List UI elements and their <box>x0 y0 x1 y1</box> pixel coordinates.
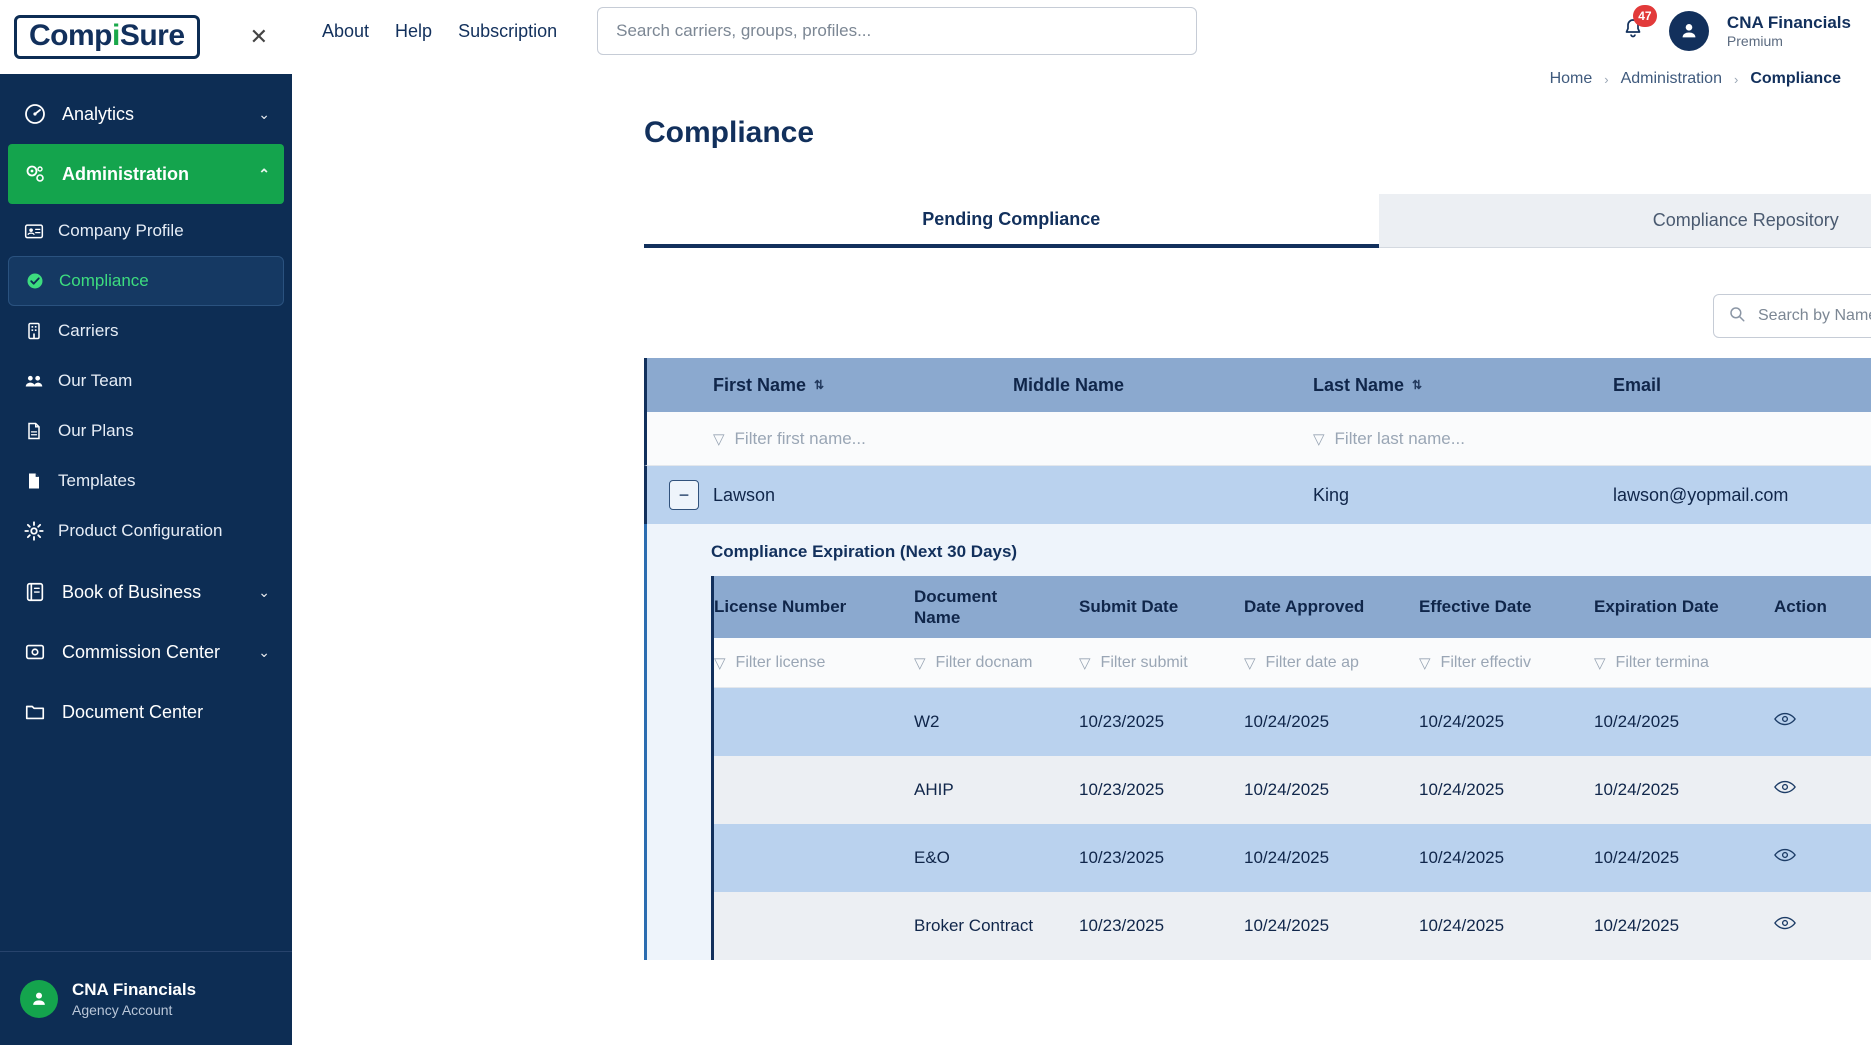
cell-date-approved: 10/24/2025 <box>1244 712 1330 731</box>
filter-placeholder: Filter submit <box>1100 653 1188 671</box>
sidebar-item-label: Administration <box>62 163 190 184</box>
chevron-up-icon: ⌃ <box>258 165 270 182</box>
table-search-row <box>644 294 1871 338</box>
table-filter-row <box>644 412 1871 466</box>
funnel-icon: ▽ <box>713 430 725 448</box>
nested-header-document-name: Document Name <box>914 586 998 627</box>
sidebar-item-label: Document Center <box>62 701 204 722</box>
pending-compliance-table <box>644 358 1871 960</box>
nested-table-row[interactable] <box>714 756 1871 824</box>
funnel-icon: ▽ <box>1079 654 1091 672</box>
search-input[interactable] <box>1756 306 1871 326</box>
filter-placeholder: Filter date ap <box>1265 653 1359 671</box>
cell-document-name: AHIP <box>914 780 954 799</box>
chevron-down-icon: ⌄ <box>258 583 270 600</box>
sidebar-subitem-label: Templates <box>58 471 136 490</box>
header-label: Middle Name <box>1013 374 1125 395</box>
search-icon <box>1728 305 1746 328</box>
sidebar-item-analytics[interactable] <box>0 84 292 144</box>
nested-filter-license-number[interactable] <box>714 654 914 672</box>
logo-text-comp: Comp <box>29 19 112 52</box>
chevron-down-icon: ⌄ <box>258 643 270 660</box>
cell-email: lawson@yopmail.com <box>1613 484 1789 505</box>
sidebar-item-label: Commission Center <box>62 641 221 662</box>
topnav-subscription[interactable]: Subscription <box>458 20 558 41</box>
sidebar-item-our-team[interactable] <box>8 356 284 406</box>
topnav-help[interactable]: Help <box>395 20 433 41</box>
carriers-icon <box>22 321 46 341</box>
sort-icon[interactable]: ⇅ <box>1412 378 1423 392</box>
cell-effective-date: 10/24/2025 <box>1419 712 1505 731</box>
funnel-icon: ▽ <box>1594 654 1606 672</box>
funnel-icon: ▽ <box>1313 430 1325 448</box>
cell-submit-date: 10/23/2025 <box>1079 916 1165 935</box>
cell-document-name: W2 <box>914 712 940 731</box>
cell-effective-date: 10/24/2025 <box>1419 780 1505 799</box>
sidebar-nav <box>0 74 292 951</box>
cell-expiration-date: 10/24/2025 <box>1594 916 1680 935</box>
compliance-expiration-table <box>711 576 1871 960</box>
cell-action <box>1774 711 1871 733</box>
view-eye-icon[interactable] <box>1774 711 1796 732</box>
avatar <box>20 980 58 1018</box>
nested-table-row[interactable] <box>714 892 1871 960</box>
nested-header-action: Action <box>1774 597 1827 616</box>
sidebar-item-book-of-business[interactable] <box>0 562 292 622</box>
sidebar-item-compliance[interactable] <box>8 256 284 306</box>
sidebar-item-carriers[interactable] <box>8 306 284 356</box>
header-label: Last Name <box>1313 374 1405 395</box>
sidebar-subitem-label: Compliance <box>59 271 149 290</box>
team-icon <box>22 370 46 392</box>
sidebar-subitem-label: Carriers <box>58 321 119 340</box>
filter-placeholder: Filter docnam <box>935 653 1033 671</box>
sidebar-subitem-label: Company Profile <box>58 221 184 240</box>
filter-first-name[interactable] <box>713 429 1013 449</box>
filter-last-name[interactable] <box>1313 429 1613 449</box>
view-eye-icon[interactable] <box>1774 915 1796 936</box>
funnel-icon: ▽ <box>914 654 926 672</box>
nested-filter-submit-date[interactable] <box>1079 654 1244 672</box>
sidebar <box>0 0 292 1045</box>
view-eye-icon[interactable] <box>1774 779 1796 800</box>
sidebar-item-templates[interactable] <box>8 456 284 506</box>
nested-panel-title: Compliance Expiration (Next 30 Days) <box>711 542 1018 561</box>
global-search[interactable] <box>597 7 1197 55</box>
nested-filter-row <box>714 638 1871 688</box>
cell-date-approved: 10/24/2025 <box>1244 848 1330 867</box>
notifications-button[interactable] <box>1615 8 1652 50</box>
cell-document-name: Broker Contract <box>914 916 1034 935</box>
funnel-icon: ▽ <box>714 654 726 672</box>
table-header-row <box>644 358 1871 412</box>
cell-submit-date: 10/23/2025 <box>1079 780 1165 799</box>
close-icon[interactable]: ✕ <box>249 24 268 49</box>
cell-first-name: Lawson <box>713 484 776 505</box>
nested-header-expiration-date: Expiration Date <box>1594 597 1719 616</box>
tab-pending-compliance[interactable]: Pending Compliance <box>644 194 1379 248</box>
funnel-icon: ▽ <box>1244 654 1256 672</box>
tab-compliance-repository[interactable]: Compliance Repository <box>1379 194 1871 248</box>
nested-header-license-number: License Number <box>714 597 847 616</box>
sidebar-subitem-label: Our Plans <box>58 421 134 440</box>
filter-placeholder: Filter first name... <box>734 428 866 448</box>
sort-icon[interactable]: ⇅ <box>814 378 825 392</box>
user-info[interactable] <box>1727 13 1851 49</box>
sidebar-item-company-profile[interactable] <box>8 206 284 256</box>
header-email <box>1613 375 1871 396</box>
commission-icon <box>22 639 48 665</box>
header-last-name[interactable] <box>1313 375 1613 396</box>
filter-placeholder: Filter license <box>735 653 826 671</box>
filter-placeholder: Filter effectiv <box>1440 653 1531 671</box>
table-row[interactable] <box>644 466 1871 524</box>
account-name: CNA Financials <box>72 979 197 999</box>
book-icon <box>22 579 48 605</box>
compliance-tabs <box>644 194 1871 248</box>
cell-action <box>1774 847 1871 869</box>
sidebar-subitem-label: Our Team <box>58 371 133 390</box>
breadcrumb-separator: › <box>1733 71 1739 87</box>
nested-filter-document-name[interactable] <box>914 654 1079 672</box>
cell-expiration-date: 10/24/2025 <box>1594 712 1680 731</box>
header-label: Email <box>1613 374 1662 395</box>
sidebar-account[interactable] <box>0 951 292 1045</box>
nested-filter-effective-date[interactable] <box>1419 654 1594 672</box>
app-logo[interactable] <box>14 15 200 59</box>
administration-subnav <box>0 204 292 562</box>
cell-last-name: King <box>1313 484 1350 505</box>
search-input[interactable] <box>614 20 1180 42</box>
cell-expiration-date: 10/24/2025 <box>1594 848 1680 867</box>
analytics-icon <box>22 101 48 127</box>
nested-compliance-panel <box>644 524 1871 960</box>
row-expand-toggle[interactable]: − <box>669 480 699 510</box>
main-area <box>292 0 1871 1045</box>
breadcrumb <box>292 62 1871 88</box>
funnel-icon: ▽ <box>1419 654 1431 672</box>
nested-table-row[interactable] <box>714 824 1871 892</box>
name-email-search[interactable] <box>1713 294 1871 338</box>
filter-placeholder: Filter last name... <box>1334 428 1465 448</box>
compliance-check-icon <box>23 271 47 291</box>
sidebar-item-document-center[interactable] <box>0 682 292 742</box>
nested-header-row <box>714 576 1871 638</box>
templates-icon <box>22 471 46 491</box>
user-avatar[interactable] <box>1669 11 1709 51</box>
cell-date-approved: 10/24/2025 <box>1244 916 1330 935</box>
row-expander-cell <box>647 480 713 510</box>
plans-icon <box>22 421 46 441</box>
header-label: First Name <box>713 374 807 395</box>
cell-document-name: E&O <box>914 848 950 867</box>
cell-action <box>1774 779 1871 801</box>
page-content <box>292 88 1871 960</box>
cell-effective-date: 10/24/2025 <box>1419 848 1505 867</box>
cell-date-approved: 10/24/2025 <box>1244 780 1330 799</box>
filter-placeholder: Filter termina <box>1615 653 1709 671</box>
nested-table-row[interactable] <box>714 688 1871 756</box>
sidebar-item-label: Analytics <box>62 103 135 124</box>
breadcrumb-home[interactable]: Home <box>1549 70 1593 87</box>
page-title: Compliance <box>644 116 815 149</box>
chevron-down-icon: ⌄ <box>258 105 270 122</box>
nested-filter-expiration-date[interactable] <box>1594 654 1774 672</box>
nested-filter-date-approved[interactable] <box>1244 654 1419 672</box>
nested-header-submit-date: Submit Date <box>1079 597 1179 616</box>
breadcrumb-current: Compliance <box>1750 70 1841 87</box>
notification-count-badge: 47 <box>1633 5 1657 27</box>
product-config-icon <box>22 520 46 542</box>
account-subtitle: Agency Account <box>72 1001 173 1018</box>
logo-bar <box>0 0 292 74</box>
breadcrumb-separator: › <box>1604 71 1609 87</box>
sidebar-item-product-configuration[interactable] <box>8 506 284 556</box>
view-eye-icon[interactable] <box>1774 847 1796 868</box>
nested-header-effective-date: Effective Date <box>1419 597 1532 616</box>
sidebar-item-our-plans[interactable] <box>8 406 284 456</box>
company-profile-icon <box>22 221 46 241</box>
nested-header-date-approved: Date Approved <box>1244 597 1365 616</box>
topbar <box>292 0 1871 62</box>
cell-submit-date: 10/23/2025 <box>1079 712 1165 731</box>
header-first-name[interactable] <box>713 375 1013 396</box>
sidebar-item-label: Book of Business <box>62 581 202 602</box>
sidebar-subitem-label: Product Configuration <box>58 521 223 540</box>
document-center-icon <box>22 699 48 725</box>
user-plan: Premium <box>1726 33 1783 49</box>
user-name: CNA Financials <box>1726 13 1851 32</box>
logo-text-sure: Sure <box>119 19 185 52</box>
logo-text-i: i <box>112 19 120 52</box>
cell-action <box>1774 915 1871 937</box>
cell-expiration-date: 10/24/2025 <box>1594 780 1680 799</box>
administration-icon <box>22 161 48 187</box>
cell-effective-date: 10/24/2025 <box>1419 916 1505 935</box>
topbar-right <box>1615 8 1851 51</box>
header-middle-name <box>1013 375 1313 396</box>
topnav-about[interactable]: About <box>322 20 370 41</box>
sidebar-item-commission-center[interactable] <box>0 622 292 682</box>
sidebar-item-administration[interactable] <box>8 144 284 204</box>
cell-submit-date: 10/23/2025 <box>1079 848 1165 867</box>
breadcrumb-administration[interactable]: Administration <box>1620 70 1722 87</box>
